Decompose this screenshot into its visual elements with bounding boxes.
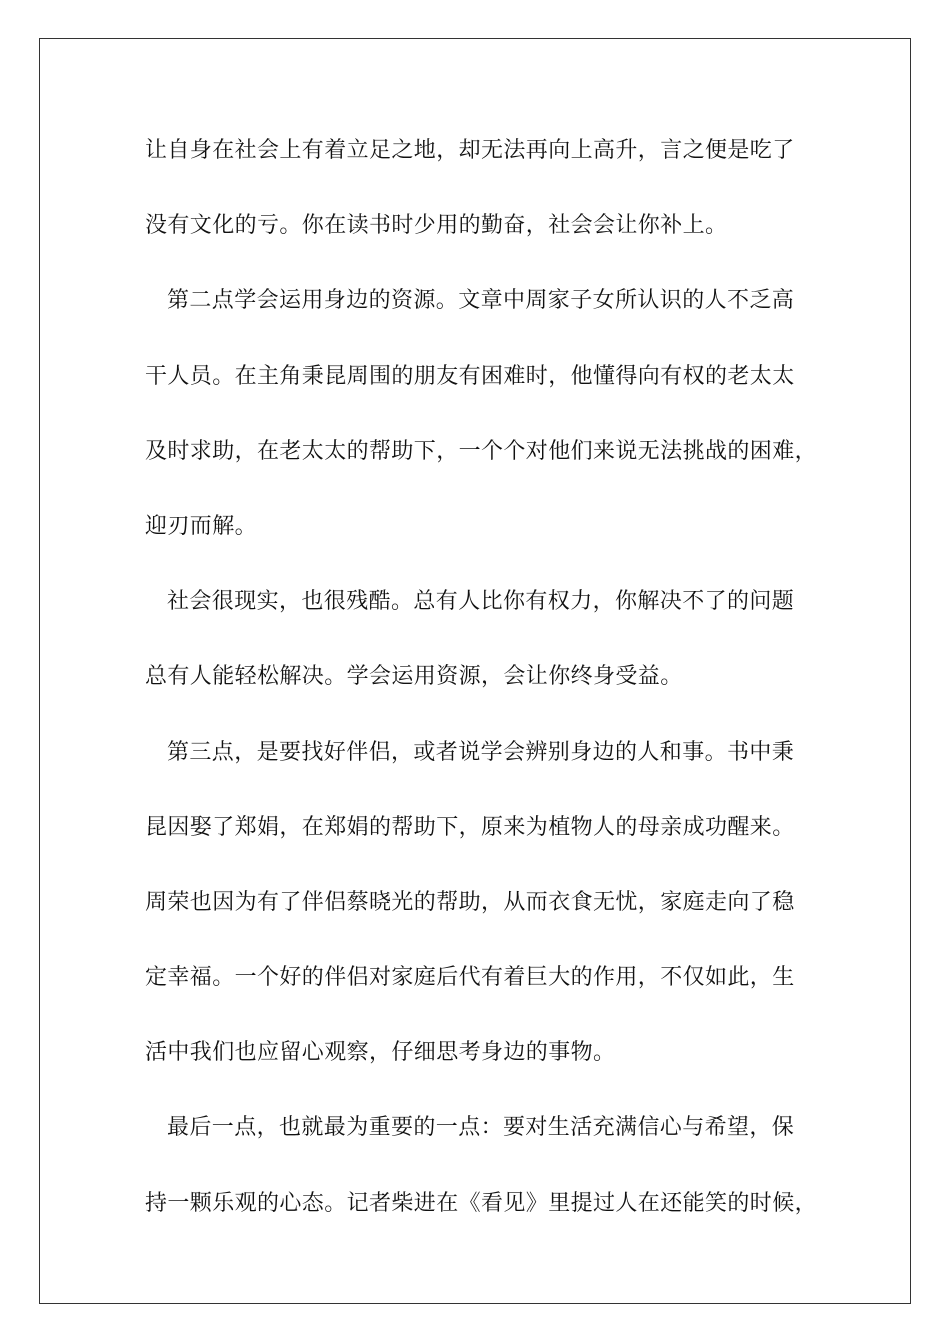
text-line: 及时求助，在老太太的帮助下，一个个对他们来说无法挑战的困难，: [145, 438, 818, 464]
text-line: 周荣也因为有了伴侣蔡晓光的帮助，从而衣食无忧，家庭走向了稳: [145, 889, 795, 915]
text-line: 没有文化的亏。你在读书时少用的勤奋，社会会让你补上。: [145, 213, 728, 239]
text-line: 昆因娶了郑娟，在郑娟的帮助下，原来为植物人的母亲成功醒来。: [145, 814, 795, 840]
text-line: 定幸福。一个好的伴侣对家庭后代有着巨大的作用，不仅如此，生: [145, 965, 795, 991]
document-body: [145, 131, 818, 1259]
text-line: 迎刃而解。: [145, 513, 258, 539]
paragraph-start-line: 社会很现实，也很残酷。总有人比你有权力，你解决不了的问题: [167, 589, 795, 615]
text-line: 持一颗乐观的心态。记者柴进在《看见》里提过人在还能笑的时候，: [145, 1190, 818, 1216]
paragraph-start-line: 最后一点，也就最为重要的一点：要对生活充满信心与希望，保: [167, 1115, 795, 1141]
text-line: 活中我们也应留心观察，仔细思考身边的事物。: [145, 1040, 616, 1066]
paragraph-start-line: 第三点，是要找好伴侣，或者说学会辨别身边的人和事。书中秉: [167, 739, 795, 765]
text-line: 干人员。在主角秉昆周围的朋友有困难时，他懂得向有权的老太太: [145, 363, 795, 389]
text-line: 总有人能轻松解决。学会运用资源，会让你终身受益。: [145, 664, 683, 690]
text-line: 让自身在社会上有着立足之地，却无法再向上高升，言之便是吃了: [145, 138, 795, 163]
paragraph-start-line: 第二点学会运用身边的资源。文章中周家子女所认识的人不乏高: [167, 288, 795, 314]
